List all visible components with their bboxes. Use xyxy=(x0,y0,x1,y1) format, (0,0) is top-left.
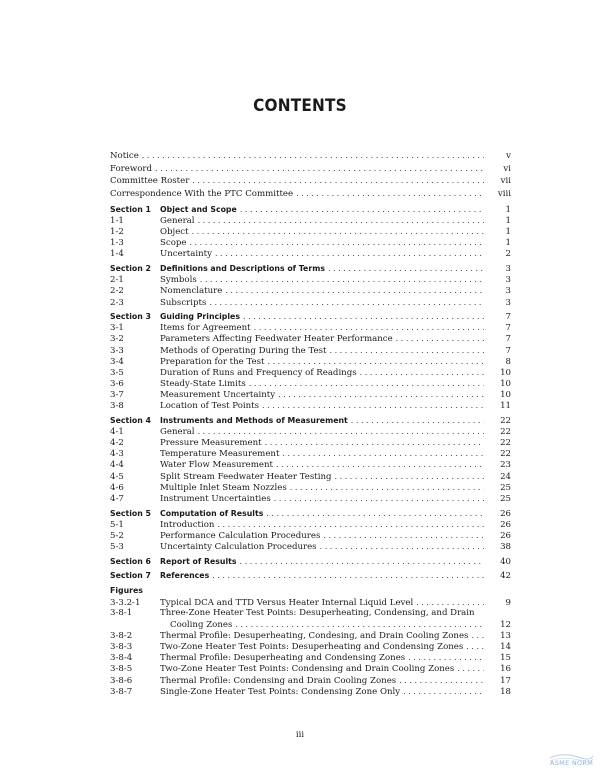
page-ref: 26 xyxy=(500,530,511,541)
page-ref: 18 xyxy=(500,686,511,697)
page-ref: 8 xyxy=(505,356,511,367)
dot-leader xyxy=(296,188,484,201)
entry-number: 3-3 xyxy=(110,345,124,356)
entry-number: 3-8-4 xyxy=(110,653,133,664)
section-heading-row xyxy=(110,204,511,215)
toc-entry xyxy=(110,426,511,437)
dot-leader xyxy=(335,471,484,482)
dot-leader xyxy=(240,204,484,215)
entry-title: Typical DCA and TTD Versus Heater Internal Liquid Level xyxy=(160,597,414,608)
dot-leader xyxy=(278,389,484,400)
section-title: Computation of Results xyxy=(160,508,264,518)
page-ref: 1 xyxy=(505,238,511,249)
dot-leader xyxy=(399,675,484,686)
toc-entry xyxy=(110,482,511,493)
entry-title: Preparation for the Test xyxy=(160,356,265,367)
page-ref: 9 xyxy=(505,597,511,608)
page-ref: 22 xyxy=(500,415,511,426)
page-ref: 23 xyxy=(500,460,511,471)
dot-leader xyxy=(265,437,484,448)
entry-number: 3-2 xyxy=(110,334,124,345)
dot-leader xyxy=(457,663,484,674)
dot-leader xyxy=(198,426,484,437)
dot-leader xyxy=(408,652,484,663)
toc-entry xyxy=(110,471,511,482)
dot-leader xyxy=(142,150,484,163)
dot-leader xyxy=(240,556,484,567)
toc-entry xyxy=(110,297,511,308)
entry-title: Correspondence With the PTC Committee xyxy=(110,188,294,199)
entry-number: 3-1 xyxy=(110,323,124,334)
entry-title: Pressure Measurement xyxy=(160,438,262,449)
entry-title: Introduction xyxy=(160,519,215,530)
toc-entry xyxy=(110,400,511,411)
dot-leader xyxy=(471,630,484,641)
entry-title: Items for Agreement xyxy=(160,323,251,334)
entry-number: 1-1 xyxy=(110,216,124,227)
figure-entry-continuation xyxy=(110,619,511,630)
page-ref: 26 xyxy=(500,508,511,519)
entry-number: 2-3 xyxy=(110,297,124,308)
entry-title: Notice xyxy=(110,151,139,161)
dot-leader xyxy=(212,570,484,581)
front-matter-entry xyxy=(110,163,511,176)
entry-title: Subscripts xyxy=(160,297,207,308)
entry-title: Symbols xyxy=(160,275,197,286)
entry-title: Uncertainty Calculation Procedures xyxy=(160,541,317,552)
page-ref: 16 xyxy=(500,664,511,675)
figure-entry xyxy=(110,663,511,674)
entry-number: 5-3 xyxy=(110,541,124,552)
dot-leader xyxy=(200,274,484,285)
dot-leader xyxy=(328,263,484,274)
entry-title: Uncertainty xyxy=(160,249,212,260)
entry-title: Thermal Profile: Desuperheating and Condensing Zones xyxy=(160,653,406,664)
toc-entry xyxy=(110,345,511,356)
toc-entry xyxy=(110,356,511,367)
page-ref: 13 xyxy=(500,630,511,641)
entry-title: Methods of Operating During the Test xyxy=(160,345,327,356)
figure-entry xyxy=(110,641,511,652)
entry-title: Committee Roster xyxy=(110,176,190,187)
toc-entry xyxy=(110,226,511,237)
entry-number: 3-3.2-1 xyxy=(110,597,141,608)
section-heading-row xyxy=(110,415,511,426)
page-ref: 12 xyxy=(500,619,511,630)
dot-leader xyxy=(215,248,484,259)
watermark-text: ASME NORM xyxy=(550,759,594,767)
dot-leader xyxy=(320,541,484,552)
dot-leader xyxy=(323,530,484,541)
entry-number: 4-4 xyxy=(110,460,124,471)
section-title: Object and Scope xyxy=(160,204,237,214)
entry-number: 5-2 xyxy=(110,530,124,541)
entry-title: Object xyxy=(160,227,189,238)
page-ref: 42 xyxy=(500,571,511,582)
page-ref: 14 xyxy=(500,642,511,653)
section-label: Section 1 xyxy=(110,204,151,214)
entry-title: Single-Zone Heater Test Points: Condensing Zone Only xyxy=(160,686,401,697)
toc-entry xyxy=(110,437,511,448)
dot-leader xyxy=(351,415,484,426)
section-title: References xyxy=(160,571,210,581)
section-title: Instruments and Methods of Measurement xyxy=(160,415,348,425)
entry-title: Measurement Uncertainty xyxy=(160,390,276,401)
dot-leader xyxy=(416,597,484,608)
entry-title: Water Flow Measurement xyxy=(160,460,273,471)
toc-entry xyxy=(110,237,511,248)
toc-entry xyxy=(110,378,511,389)
page-ref: 7 xyxy=(505,323,511,334)
toc-entry xyxy=(110,322,511,333)
toc-entry xyxy=(110,448,511,459)
page-ref: 25 xyxy=(500,482,511,493)
figure-entry xyxy=(110,686,511,697)
page-ref: vii xyxy=(500,176,511,187)
watermark-logo xyxy=(548,752,594,772)
entry-number: 3-5 xyxy=(110,367,124,378)
figure-entry xyxy=(110,652,511,663)
page-ref: 10 xyxy=(500,378,511,389)
front-matter-entry xyxy=(110,150,511,163)
section-label: Section 4 xyxy=(110,415,151,425)
figure-entry xyxy=(110,597,511,608)
entry-number: 4-7 xyxy=(110,493,124,504)
page-ref: 7 xyxy=(505,334,511,345)
page-ref: 17 xyxy=(500,675,511,686)
entry-number: 2-2 xyxy=(110,286,124,297)
entry-number: 4-6 xyxy=(110,482,124,493)
toc-entry xyxy=(110,530,511,541)
entry-title: Multiple Inlet Steam Nozzles xyxy=(160,482,287,493)
entry-title: Performance Calculation Procedures xyxy=(160,530,321,541)
entry-title: Split Stream Feedwater Heater Testing xyxy=(160,471,332,482)
section-heading-row xyxy=(110,570,511,581)
entry-title: Thermal Profile: Desuperheating, Condesing, and Drain Cooling Zones xyxy=(160,630,469,641)
section-title: Guiding Principles xyxy=(160,312,240,322)
page-ref: 10 xyxy=(500,367,511,378)
section-heading-row xyxy=(110,311,511,322)
section-title: Definitions and Descriptions of Terms xyxy=(160,264,325,274)
entry-number: 3-8-2 xyxy=(110,630,133,641)
dot-leader xyxy=(360,367,484,378)
dot-leader xyxy=(262,400,484,411)
section-label: Section 7 xyxy=(110,571,151,581)
entry-number: 3-8-6 xyxy=(110,675,133,686)
page-ref: v xyxy=(506,151,511,161)
entry-title: General xyxy=(160,427,195,438)
dot-leader xyxy=(274,493,484,504)
section-label: Section 6 xyxy=(110,556,151,566)
section-heading-row xyxy=(110,263,511,274)
figure-entry xyxy=(110,675,511,686)
entry-number: 2-1 xyxy=(110,275,124,286)
dot-leader xyxy=(235,619,484,630)
entry-number: 3-7 xyxy=(110,390,124,401)
page-number: iii xyxy=(295,730,305,740)
page-ref: 22 xyxy=(500,449,511,460)
dot-leader xyxy=(155,163,484,176)
entry-number: 4-5 xyxy=(110,471,124,482)
dot-leader xyxy=(249,378,484,389)
entry-title: Nomenclature xyxy=(160,286,223,297)
toc-entry xyxy=(110,333,511,344)
front-matter-entry xyxy=(110,175,511,188)
dot-leader xyxy=(192,226,484,237)
entry-title: Scope xyxy=(160,238,187,249)
page-ref: 1 xyxy=(505,216,511,227)
dot-leader xyxy=(290,482,484,493)
dot-leader xyxy=(189,237,484,248)
figure-entry xyxy=(110,608,511,619)
entry-title: Two-Zone Heater Test Points: Desuperheating and Condensing Zones xyxy=(160,642,464,653)
dot-leader xyxy=(266,508,484,519)
entry-title: Duration of Runs and Frequency of Readings xyxy=(160,367,357,378)
page-ref: 10 xyxy=(500,390,511,401)
entry-number: 3-8-5 xyxy=(110,664,133,675)
page-ref: 26 xyxy=(500,519,511,530)
entry-title: Foreword xyxy=(110,163,152,174)
figures-heading: Figures xyxy=(110,586,143,596)
entry-number: 3-8-3 xyxy=(110,642,133,653)
entry-number: 3-8 xyxy=(110,401,124,412)
entry-number: 3-4 xyxy=(110,356,124,367)
page-title: CONTENTS xyxy=(253,96,347,116)
page-ref: 15 xyxy=(500,653,511,664)
page-ref: 3 xyxy=(505,297,511,308)
toc-entry xyxy=(110,367,511,378)
entry-number: 1-2 xyxy=(110,227,124,238)
entry-title: Thermal Profile: Condensing and Drain Cooling Zones xyxy=(160,675,397,686)
page-ref: 3 xyxy=(505,286,511,297)
page-ref: 25 xyxy=(500,493,511,504)
page-ref: 22 xyxy=(500,438,511,449)
page-ref: 7 xyxy=(505,345,511,356)
section-title: Report of Results xyxy=(160,556,237,566)
toc-entry xyxy=(110,541,511,552)
dot-leader xyxy=(217,519,484,530)
dot-leader xyxy=(282,448,484,459)
page-ref: 40 xyxy=(500,556,511,567)
page-ref: 11 xyxy=(500,401,511,412)
dot-leader xyxy=(192,175,484,188)
dot-leader xyxy=(403,686,484,697)
entry-number: 5-1 xyxy=(110,519,124,530)
page-ref: 1 xyxy=(505,227,511,238)
toc-entry xyxy=(110,519,511,530)
dot-leader xyxy=(243,311,484,322)
entry-title: Temperature Measurement xyxy=(160,449,280,460)
dot-leader xyxy=(466,641,484,652)
section-heading-row xyxy=(110,508,511,519)
toc-entry xyxy=(110,493,511,504)
page-ref: 1 xyxy=(505,204,511,215)
dot-leader xyxy=(198,215,484,226)
toc-entry xyxy=(110,248,511,259)
section-heading-row xyxy=(110,556,511,567)
section-label: Section 5 xyxy=(110,508,151,518)
entry-number: 1-3 xyxy=(110,238,124,249)
entry-title: Two-Zone Heater Test Points: Condensing and Drain Cooling Zones xyxy=(160,664,455,675)
entry-number: 3-8-7 xyxy=(110,686,133,697)
entry-number: 3-8-1 xyxy=(110,607,133,618)
front-matter-entry xyxy=(110,188,511,201)
dot-leader xyxy=(254,322,484,333)
entry-number: 4-3 xyxy=(110,449,124,460)
page-ref: 7 xyxy=(505,312,511,323)
dot-leader xyxy=(209,297,484,308)
page-ref: 3 xyxy=(505,275,511,286)
page-ref: 2 xyxy=(505,249,511,260)
section-label: Section 2 xyxy=(110,264,151,274)
entry-title-continuation: Cooling Zones xyxy=(170,619,233,630)
section-label: Section 3 xyxy=(110,312,151,322)
toc-entry xyxy=(110,215,511,226)
page-ref: 22 xyxy=(500,427,511,438)
entry-title: Steady-State Limits xyxy=(160,378,246,389)
entry-number: 4-1 xyxy=(110,427,124,438)
entry-title: Three-Zone Heater Test Points: Desuperheating, Condensing, and Drain xyxy=(160,607,475,618)
entry-number: 1-4 xyxy=(110,249,124,260)
toc-entry xyxy=(110,389,511,400)
page-ref: 38 xyxy=(500,541,511,552)
dot-leader xyxy=(225,285,484,296)
page-ref: 3 xyxy=(505,264,511,275)
page-ref: vi xyxy=(503,163,511,174)
entry-title: Instrument Uncertainties xyxy=(160,493,271,504)
entry-number: 3-6 xyxy=(110,378,124,389)
page-ref: 24 xyxy=(500,471,511,482)
dot-leader xyxy=(276,459,484,470)
table-of-contents xyxy=(110,150,511,697)
entry-title: General xyxy=(160,216,195,227)
dot-leader xyxy=(396,333,484,344)
entry-number: 4-2 xyxy=(110,438,124,449)
entry-title: Location of Test Points xyxy=(160,401,260,412)
entry-title: Parameters Affecting Feedwater Heater Performance xyxy=(160,334,393,345)
page-ref: viii xyxy=(497,188,511,199)
toc-entry xyxy=(110,285,511,296)
figure-entry xyxy=(110,630,511,641)
toc-entry xyxy=(110,274,511,285)
dot-leader xyxy=(329,345,484,356)
toc-entry xyxy=(110,459,511,470)
dot-leader xyxy=(268,356,485,367)
